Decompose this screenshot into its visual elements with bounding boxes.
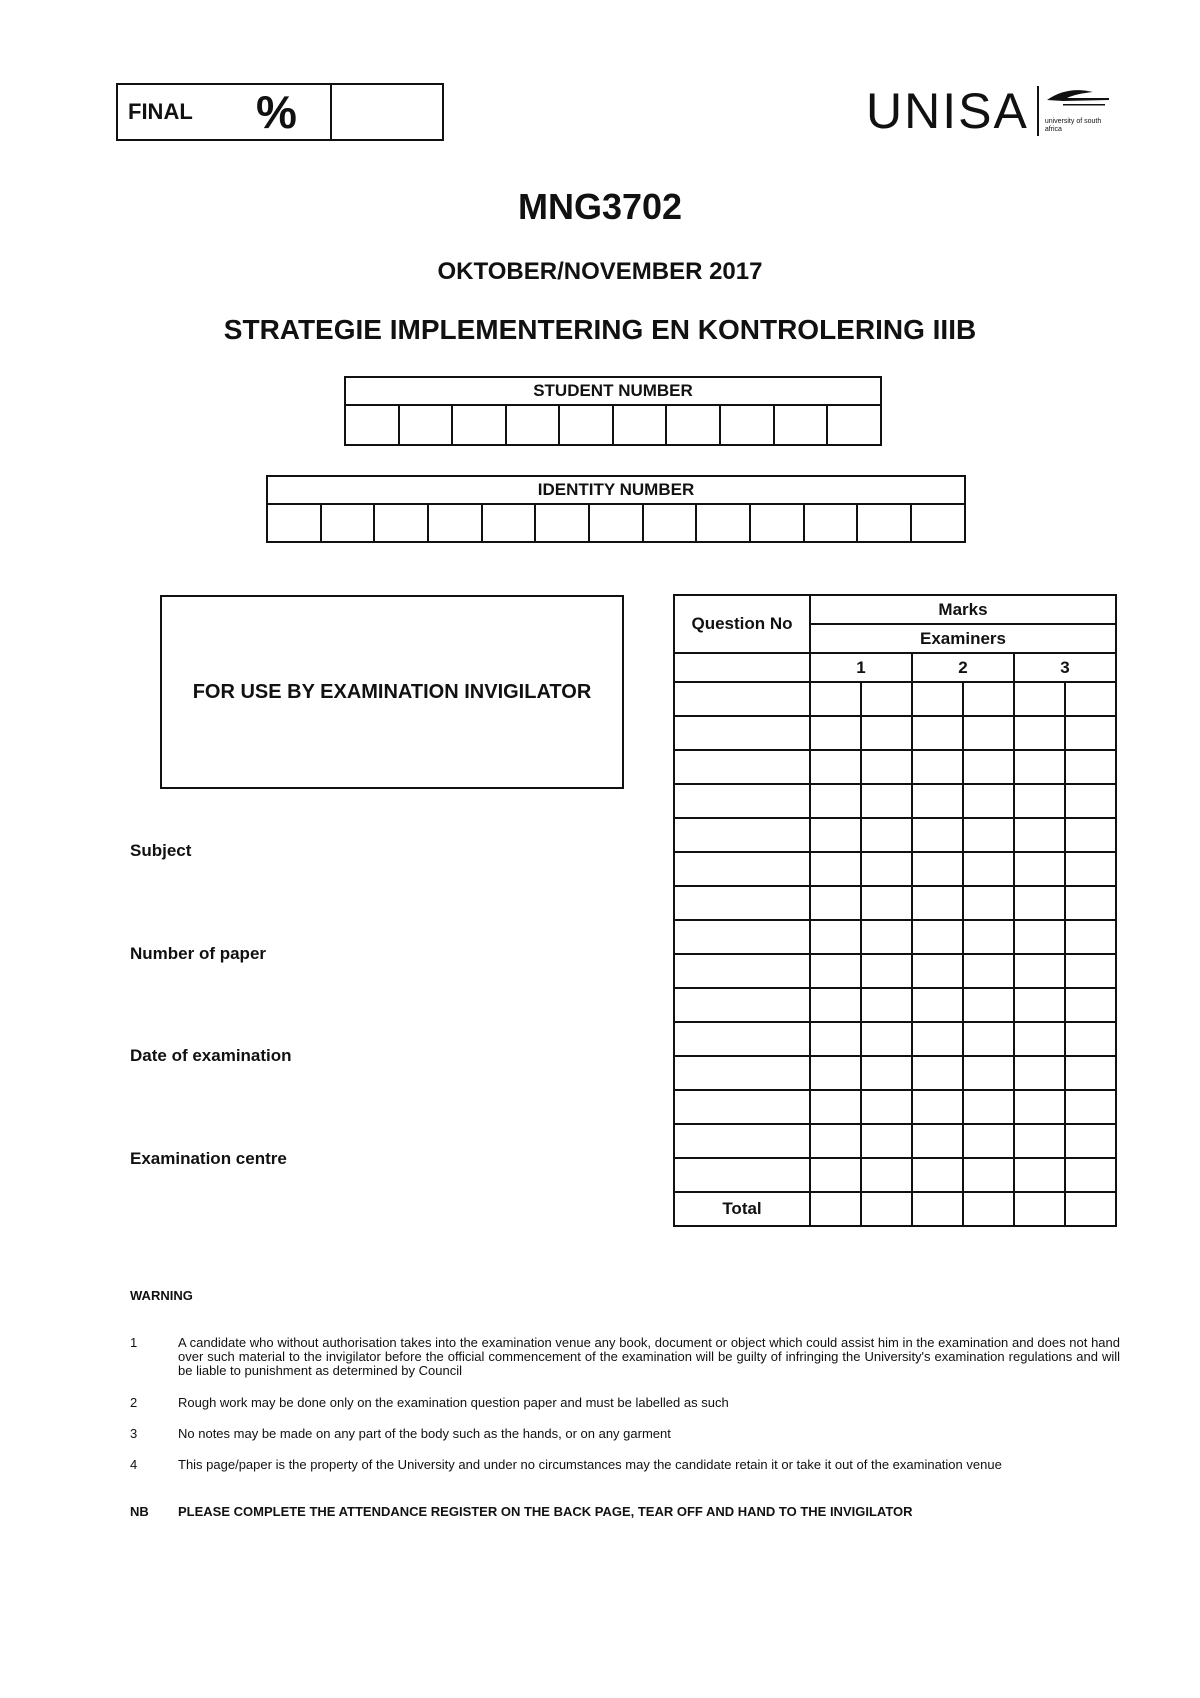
nb-notice: [130, 1505, 1120, 1519]
identity-number-digit-cell[interactable]: [374, 504, 428, 542]
question-number-cell[interactable]: [674, 1022, 810, 1056]
mark-cell[interactable]: [1065, 988, 1116, 1022]
question-number-cell[interactable]: [674, 1056, 810, 1090]
final-mark-entry[interactable]: [332, 85, 442, 139]
mark-cell[interactable]: [1065, 1056, 1116, 1090]
marks-row: [674, 920, 1116, 954]
final-label-cell: [118, 85, 332, 139]
mark-cell[interactable]: [1014, 1090, 1065, 1124]
total-cell[interactable]: [1065, 1192, 1116, 1226]
examiner-1-header: 1: [810, 653, 912, 682]
mark-cell[interactable]: [963, 886, 1014, 920]
identity-number-digit-cell[interactable]: [428, 504, 482, 542]
warning-item-number: 2: [130, 1395, 138, 1410]
mark-cell[interactable]: [963, 852, 1014, 886]
mark-cell[interactable]: [1014, 954, 1065, 988]
mark-cell[interactable]: [912, 988, 963, 1022]
warning-item: [130, 1336, 1120, 1378]
warning-item-number: 4: [130, 1457, 138, 1472]
invigilator-box: [160, 595, 624, 789]
mark-cell[interactable]: [861, 818, 912, 852]
mark-cell[interactable]: [810, 1056, 861, 1090]
mark-cell[interactable]: [1014, 1158, 1065, 1192]
question-number-cell[interactable]: [674, 1124, 810, 1158]
exam-centre-field-label: Examination centre: [130, 1149, 287, 1168]
warning-item: [130, 1458, 1120, 1472]
mark-cell[interactable]: [963, 1022, 1014, 1056]
final-label: FINAL: [128, 99, 193, 124]
examiner-3-header: 3: [1014, 653, 1116, 682]
mark-cell[interactable]: [963, 1056, 1014, 1090]
mark-cell[interactable]: [1014, 1056, 1065, 1090]
identity-number-digit-cell[interactable]: [804, 504, 858, 542]
identity-number-digit-cell[interactable]: [750, 504, 804, 542]
subject-field-label: Subject: [130, 841, 192, 860]
mark-cell[interactable]: [861, 1056, 912, 1090]
identity-number-label: IDENTITY NUMBER: [267, 476, 965, 504]
mark-cell[interactable]: [1065, 682, 1116, 716]
mark-cell[interactable]: [1065, 852, 1116, 886]
question-no-header: Question No: [674, 595, 810, 653]
mark-cell[interactable]: [1065, 818, 1116, 852]
mark-cell[interactable]: [861, 852, 912, 886]
nb-label: NB: [130, 1504, 149, 1519]
marks-row: [674, 1158, 1116, 1192]
mark-cell[interactable]: [1014, 750, 1065, 784]
logo-emblem: [1037, 86, 1116, 136]
mark-cell[interactable]: [963, 818, 1014, 852]
mark-cell[interactable]: [963, 1090, 1014, 1124]
mark-cell[interactable]: [861, 886, 912, 920]
mark-cell[interactable]: [861, 682, 912, 716]
mark-cell[interactable]: [963, 920, 1014, 954]
marks-header: Marks: [810, 595, 1116, 624]
marks-row: [674, 1090, 1116, 1124]
marks-row: [674, 818, 1116, 852]
module-code: MNG3702: [517, 186, 683, 227]
total-cell[interactable]: [963, 1192, 1014, 1226]
mark-cell[interactable]: [912, 716, 963, 750]
total-cell[interactable]: [861, 1192, 912, 1226]
total-cell[interactable]: [912, 1192, 963, 1226]
logo-wordmark: UNISA: [866, 83, 1029, 139]
mark-cell[interactable]: [912, 954, 963, 988]
mark-cell[interactable]: [810, 852, 861, 886]
student-number-digit-cell[interactable]: [774, 405, 828, 445]
student-number-digit-cell[interactable]: [827, 405, 881, 445]
mark-cell[interactable]: [1065, 750, 1116, 784]
mark-cell[interactable]: [912, 920, 963, 954]
student-number-grid: [344, 376, 882, 446]
question-number-cell[interactable]: [674, 750, 810, 784]
exam-date: OKTOBER/NOVEMBER 2017: [437, 258, 763, 285]
mark-cell[interactable]: [912, 784, 963, 818]
student-number-digit-cell[interactable]: [506, 405, 560, 445]
total-label: Total: [674, 1192, 810, 1226]
mark-cell[interactable]: [861, 920, 912, 954]
mark-cell[interactable]: [1065, 920, 1116, 954]
mark-cell[interactable]: [912, 852, 963, 886]
marks-row: [674, 1056, 1116, 1090]
marks-row: [674, 1022, 1116, 1056]
question-number-cell[interactable]: [674, 716, 810, 750]
mark-cell[interactable]: [861, 716, 912, 750]
identity-number-digit-cell[interactable]: [535, 504, 589, 542]
mark-cell[interactable]: [963, 682, 1014, 716]
total-cell[interactable]: [810, 1192, 861, 1226]
question-number-cell[interactable]: [674, 784, 810, 818]
paper-number-field-label: Number of paper: [130, 944, 267, 963]
mark-cell[interactable]: [861, 1124, 912, 1158]
mark-cell[interactable]: [810, 988, 861, 1022]
logo-subtext: university of south africa: [1044, 118, 1102, 133]
mark-cell[interactable]: [1014, 920, 1065, 954]
mark-cell[interactable]: [1014, 818, 1065, 852]
mark-cell[interactable]: [810, 1022, 861, 1056]
question-number-cell[interactable]: [674, 886, 810, 920]
question-number-cell[interactable]: [674, 988, 810, 1022]
mark-cell[interactable]: [912, 682, 963, 716]
mark-cell[interactable]: [810, 1124, 861, 1158]
mark-cell[interactable]: [1065, 1022, 1116, 1056]
marks-row: [674, 1124, 1116, 1158]
student-number-digit-cell[interactable]: [720, 405, 774, 445]
student-number-digit-cell[interactable]: [452, 405, 506, 445]
unisa-logo: [866, 83, 1116, 139]
mark-cell[interactable]: [861, 784, 912, 818]
mark-cell[interactable]: [810, 920, 861, 954]
final-mark-box: [116, 83, 444, 141]
identity-number-digit-cell[interactable]: [589, 504, 643, 542]
mark-cell[interactable]: [963, 750, 1014, 784]
student-number-label: STUDENT NUMBER: [345, 377, 881, 405]
warning-title: WARNING: [130, 1288, 193, 1303]
mark-cell[interactable]: [912, 1022, 963, 1056]
mark-cell[interactable]: [963, 988, 1014, 1022]
mark-cell[interactable]: [1014, 682, 1065, 716]
mark-cell[interactable]: [1014, 784, 1065, 818]
invigilator-box-label: FOR USE BY EXAMINATION INVIGILATOR: [192, 680, 592, 703]
student-number-digit-cell[interactable]: [666, 405, 720, 445]
marks-row: [674, 988, 1116, 1022]
mark-cell[interactable]: [963, 1158, 1014, 1192]
mark-cell[interactable]: [861, 988, 912, 1022]
question-no-spacer: [674, 653, 810, 682]
question-number-cell[interactable]: [674, 818, 810, 852]
mark-cell[interactable]: [1065, 1090, 1116, 1124]
mark-cell[interactable]: [861, 1158, 912, 1192]
warning-item-number: 1: [130, 1335, 138, 1350]
question-number-cell[interactable]: [674, 852, 810, 886]
mark-cell[interactable]: [912, 886, 963, 920]
identity-number-digit-cell[interactable]: [857, 504, 911, 542]
marks-table: [673, 594, 1117, 1227]
marks-row: [674, 886, 1116, 920]
mark-cell[interactable]: [810, 818, 861, 852]
mark-cell[interactable]: [912, 750, 963, 784]
identity-number-digit-cell[interactable]: [696, 504, 750, 542]
warning-item-text: No notes may be made on any part of the body such as the hands, or on any garment: [178, 1426, 671, 1441]
marks-row: [674, 750, 1116, 784]
mark-cell[interactable]: [810, 1090, 861, 1124]
marks-row: [674, 716, 1116, 750]
identity-number-digit-cell[interactable]: [267, 504, 321, 542]
mark-cell[interactable]: [861, 750, 912, 784]
student-number-digit-cell[interactable]: [559, 405, 613, 445]
mark-cell[interactable]: [912, 1124, 963, 1158]
mark-cell[interactable]: [963, 716, 1014, 750]
mark-cell[interactable]: [1065, 1158, 1116, 1192]
warning-item: [130, 1396, 1120, 1410]
module-title: STRATEGIE IMPLEMENTERING EN KONTROLERING IIIB: [223, 314, 977, 345]
warning-item-number: 3: [130, 1426, 138, 1441]
mark-cell[interactable]: [912, 1090, 963, 1124]
nb-text: PLEASE COMPLETE THE ATTENDANCE REGISTER ON THE BACK PAGE, TEAR OFF AND HAND TO THE INVIGILATOR: [178, 1504, 913, 1519]
percent-sign: %: [256, 86, 297, 138]
mark-cell[interactable]: [1065, 784, 1116, 818]
mark-cell[interactable]: [1014, 1022, 1065, 1056]
mark-cell[interactable]: [963, 1124, 1014, 1158]
marks-row: [674, 954, 1116, 988]
warning-item-text: A candidate who without authorisation takes into the examination venue any book, document or object which could assist him in the examination and does not hand over such material to the invigilator before the official commencement of the examination will be guilty of infringing the University's examination regulations and will be liable to punishment as determined by Council: [178, 1335, 1120, 1378]
mark-cell[interactable]: [912, 818, 963, 852]
examiner-2-header: 2: [912, 653, 1014, 682]
student-number-digit-cell[interactable]: [399, 405, 453, 445]
marks-row: [674, 784, 1116, 818]
mark-cell[interactable]: [1014, 716, 1065, 750]
mark-cell[interactable]: [912, 1158, 963, 1192]
question-number-cell[interactable]: [674, 1158, 810, 1192]
mark-cell[interactable]: [963, 954, 1014, 988]
identity-number-digit-cell[interactable]: [321, 504, 375, 542]
mark-cell[interactable]: [810, 784, 861, 818]
student-number-digit-cell[interactable]: [345, 405, 399, 445]
mark-cell[interactable]: [1065, 954, 1116, 988]
mark-cell[interactable]: [1065, 1124, 1116, 1158]
warning-item: [130, 1427, 1120, 1441]
mark-cell[interactable]: [1065, 886, 1116, 920]
mark-cell[interactable]: [1014, 852, 1065, 886]
bird-icon: [1043, 86, 1113, 114]
mark-cell[interactable]: [810, 682, 861, 716]
mark-cell[interactable]: [810, 716, 861, 750]
mark-cell[interactable]: [810, 750, 861, 784]
mark-cell[interactable]: [1014, 1124, 1065, 1158]
mark-cell[interactable]: [963, 784, 1014, 818]
total-cell[interactable]: [1014, 1192, 1065, 1226]
question-number-cell[interactable]: [674, 920, 810, 954]
mark-cell[interactable]: [810, 1158, 861, 1192]
marks-row: [674, 682, 1116, 716]
mark-cell[interactable]: [1014, 988, 1065, 1022]
identity-number-digit-cell[interactable]: [482, 504, 536, 542]
mark-cell[interactable]: [810, 886, 861, 920]
identity-number-digit-cell[interactable]: [643, 504, 697, 542]
mark-cell[interactable]: [861, 1022, 912, 1056]
question-number-cell[interactable]: [674, 954, 810, 988]
identity-number-digit-cell[interactable]: [911, 504, 965, 542]
student-number-digit-cell[interactable]: [613, 405, 667, 445]
mark-cell[interactable]: [810, 954, 861, 988]
warning-item-text: This page/paper is the property of the University and under no circumstances may the candidate retain it or take it out of the examination venue: [178, 1457, 1002, 1472]
mark-cell[interactable]: [912, 1056, 963, 1090]
question-number-cell[interactable]: [674, 682, 810, 716]
mark-cell[interactable]: [1065, 716, 1116, 750]
question-number-cell[interactable]: [674, 1090, 810, 1124]
warning-item-text: Rough work may be done only on the examination question paper and must be labelled as such: [178, 1395, 729, 1410]
mark-cell[interactable]: [861, 954, 912, 988]
marks-row: [674, 852, 1116, 886]
mark-cell[interactable]: [1014, 886, 1065, 920]
identity-number-grid: [266, 475, 966, 543]
mark-cell[interactable]: [861, 1090, 912, 1124]
examiners-header: Examiners: [810, 624, 1116, 653]
exam-date-field-label: Date of examination: [130, 1046, 292, 1065]
